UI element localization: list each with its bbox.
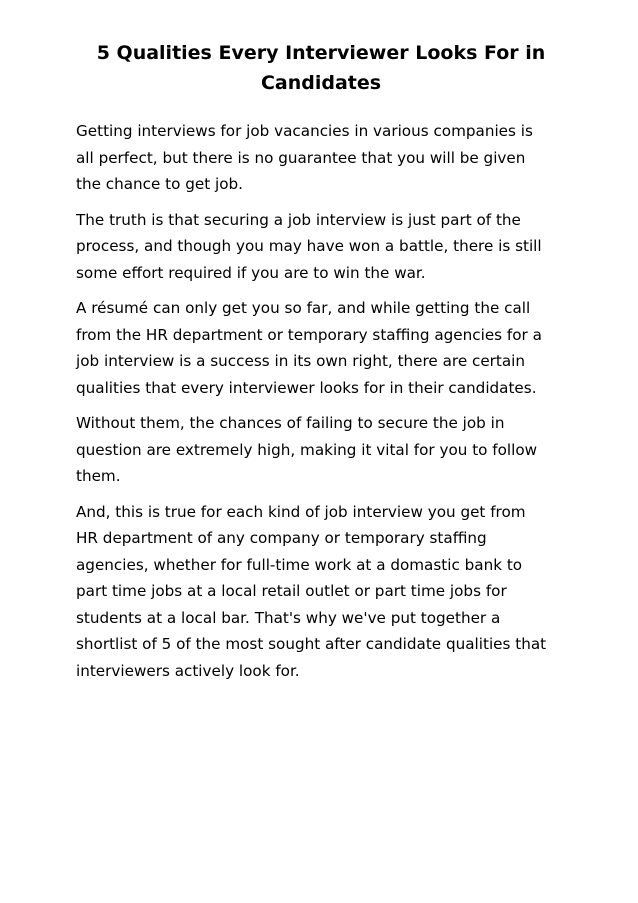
text-line: Without them, the chances of failing to secure the job in	[76, 414, 505, 432]
text-line: all perfect, but there is no guarantee that you will be given	[76, 148, 526, 167]
text-line: students at a local bar. That's why we've put together a	[76, 608, 501, 627]
text-line: question are extremely high, making it vital for you to follow	[76, 440, 538, 459]
text-line: interviewers actively look for.	[76, 661, 300, 680]
text-line: from the HR department or temporary staffing agencies for a	[76, 325, 542, 344]
text-line: qualities that every interviewer looks for in their candidates.	[76, 378, 537, 397]
title-line: 5 Qualities Every Interviewer Looks For in	[96, 42, 546, 64]
text-line: A résumé can only get you so far, and while getting the call	[76, 299, 531, 317]
paragraph-without-them	[76, 410, 566, 490]
text-line: part time jobs at a local retail outlet or part time jobs for	[76, 582, 507, 600]
paragraph-resume	[76, 295, 566, 401]
text-line: And, this is true for each kind of job interview you get from	[76, 502, 526, 521]
text-line: The truth is that securing a job interview is just part of the	[76, 210, 521, 229]
text-line: some effort required if you are to win the war.	[76, 263, 426, 282]
title-line: Candidates	[260, 72, 382, 94]
text-line: them.	[76, 467, 121, 485]
text-line: job interview is a success in its own right, there are certain	[76, 352, 526, 370]
text-line: agencies, whether for full-time work at a domastic bank to	[76, 555, 523, 574]
text-line: HR department of any company or temporary staffing	[76, 529, 487, 547]
text-line: the chance to get job.	[76, 175, 244, 193]
text-line: Getting interviews for job vacancies in various companies is	[76, 122, 533, 140]
paragraph-shortlist	[76, 499, 566, 685]
paragraph-intro	[76, 118, 566, 198]
document-title	[76, 38, 566, 98]
text-line: shortlist of 5 of the most sought after candidate qualities that	[76, 635, 547, 653]
paragraph-truth	[76, 207, 566, 287]
text-line: process, and though you may have won a battle, there is still	[76, 237, 542, 255]
